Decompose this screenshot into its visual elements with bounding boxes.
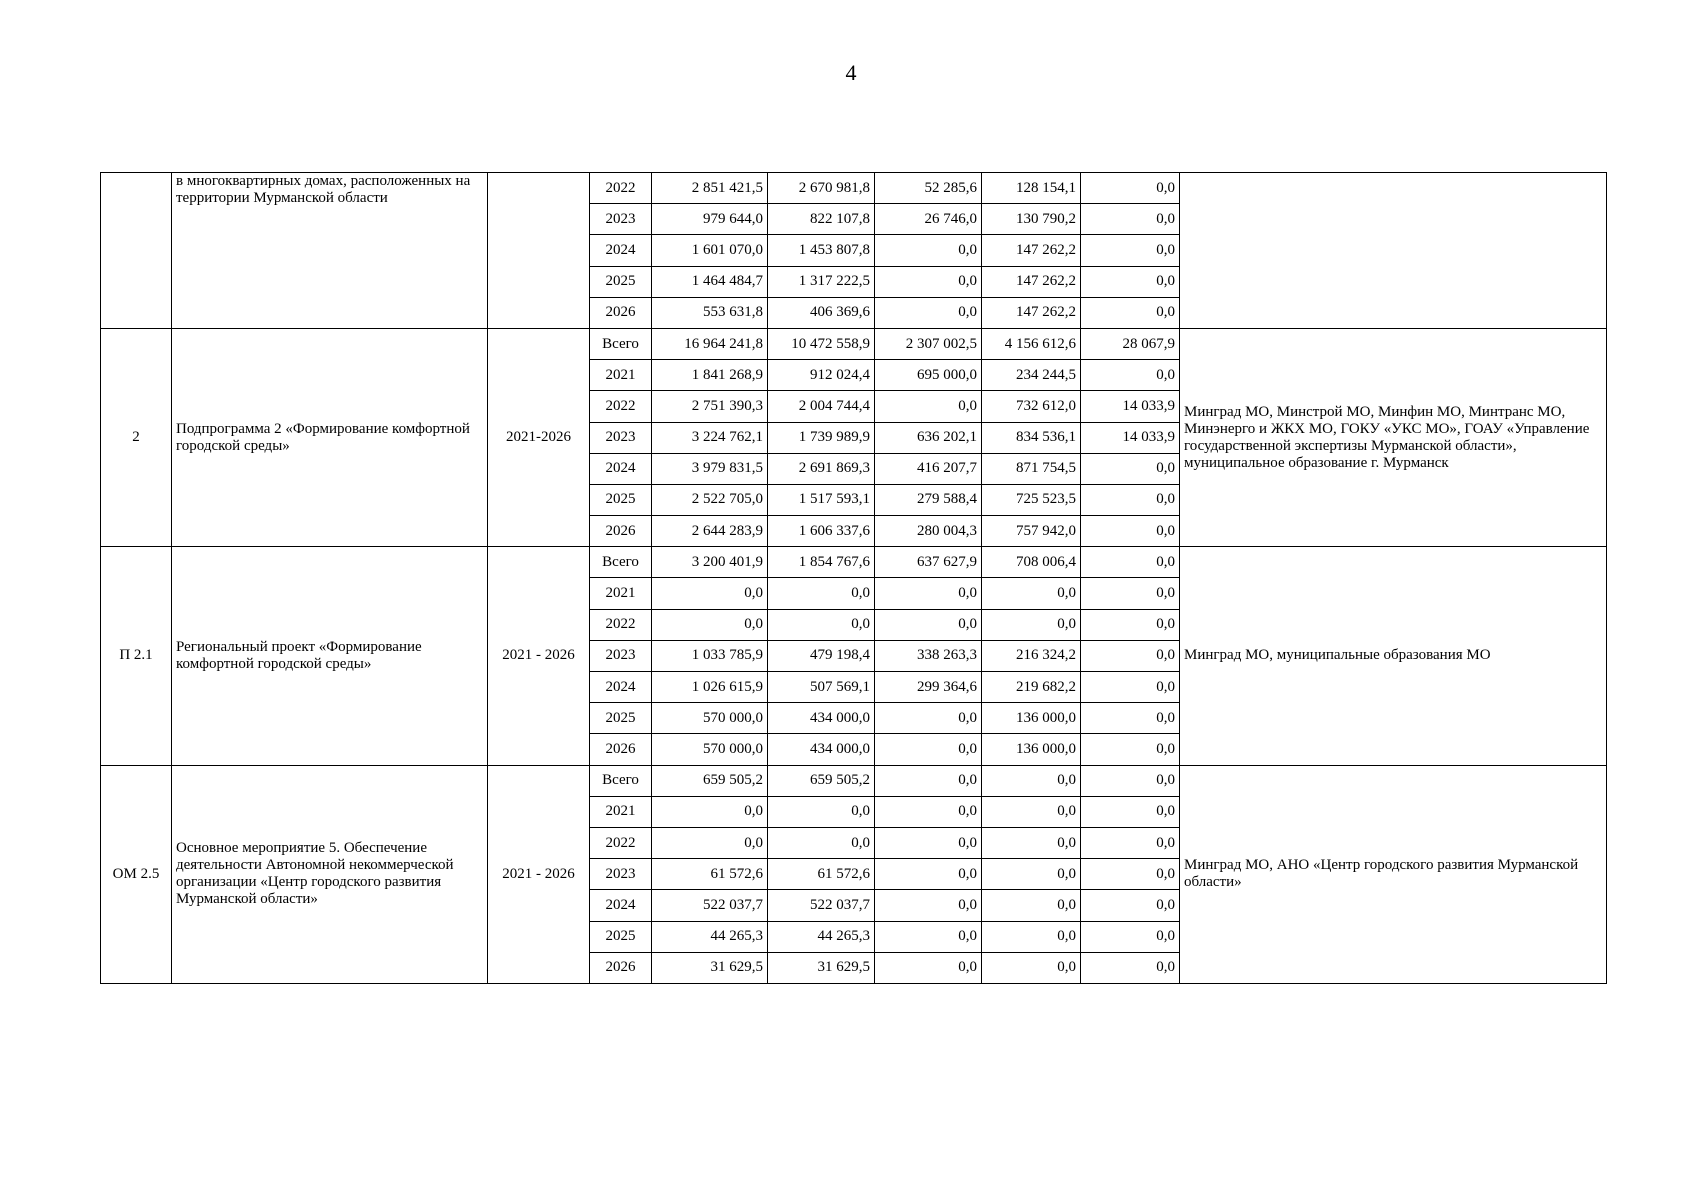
year-cell: 2025 — [590, 484, 652, 515]
year-cell: 2025 — [590, 921, 652, 952]
amount-cell: 0,0 — [1081, 796, 1180, 827]
amount-cell: 522 037,7 — [768, 890, 875, 921]
amount-cell: 299 364,6 — [875, 672, 982, 703]
amount-cell: 61 572,6 — [652, 859, 768, 890]
amount-cell: 0,0 — [1081, 703, 1180, 734]
year-cell: 2023 — [590, 422, 652, 453]
section-code: П 2.1 — [101, 547, 172, 765]
section-code: ОМ 2.5 — [101, 765, 172, 983]
year-cell: 2025 — [590, 703, 652, 734]
amount-cell: 0,0 — [875, 297, 982, 328]
year-cell: 2024 — [590, 235, 652, 266]
amount-cell: 0,0 — [1081, 890, 1180, 921]
budget-table — [100, 172, 1607, 984]
amount-cell: 0,0 — [875, 235, 982, 266]
amount-cell: 732 612,0 — [982, 391, 1081, 422]
amount-cell: 2 751 390,3 — [652, 391, 768, 422]
amount-cell: 1 854 767,6 — [768, 547, 875, 578]
amount-cell: 0,0 — [1081, 453, 1180, 484]
amount-cell: 725 523,5 — [982, 484, 1081, 515]
amount-cell: 1 453 807,8 — [768, 235, 875, 266]
table-row — [101, 328, 1607, 359]
section-code: 2 — [101, 328, 172, 546]
section-executors — [1180, 173, 1607, 329]
budget-table-body — [101, 173, 1607, 984]
amount-cell: 0,0 — [1081, 360, 1180, 391]
amount-cell: 147 262,2 — [982, 235, 1081, 266]
amount-cell: 406 369,6 — [768, 297, 875, 328]
table-row — [101, 173, 1607, 204]
amount-cell: 522 037,7 — [652, 890, 768, 921]
amount-cell: 0,0 — [982, 578, 1081, 609]
amount-cell: 0,0 — [875, 578, 982, 609]
amount-cell: 1 517 593,1 — [768, 484, 875, 515]
amount-cell: 708 006,4 — [982, 547, 1081, 578]
year-cell: 2021 — [590, 578, 652, 609]
amount-cell: 0,0 — [1081, 827, 1180, 858]
amount-cell: 507 569,1 — [768, 672, 875, 703]
year-cell: 2026 — [590, 516, 652, 547]
amount-cell: 234 244,5 — [982, 360, 1081, 391]
amount-cell: 0,0 — [875, 952, 982, 983]
amount-cell: 0,0 — [875, 765, 982, 796]
year-cell: 2026 — [590, 952, 652, 983]
year-cell: 2024 — [590, 890, 652, 921]
amount-cell: 1 317 222,5 — [768, 266, 875, 297]
year-cell: 2022 — [590, 609, 652, 640]
amount-cell: 912 024,4 — [768, 360, 875, 391]
amount-cell: 416 207,7 — [875, 453, 982, 484]
amount-cell: 0,0 — [982, 765, 1081, 796]
amount-cell: 0,0 — [1081, 859, 1180, 890]
year-cell: 2022 — [590, 391, 652, 422]
amount-cell: 434 000,0 — [768, 734, 875, 765]
year-cell: 2023 — [590, 640, 652, 671]
amount-cell: 2 670 981,8 — [768, 173, 875, 204]
amount-cell: 14 033,9 — [1081, 391, 1180, 422]
year-cell: 2026 — [590, 297, 652, 328]
year-cell: 2025 — [590, 266, 652, 297]
amount-cell: 136 000,0 — [982, 703, 1081, 734]
year-cell: 2026 — [590, 734, 652, 765]
amount-cell: 0,0 — [768, 827, 875, 858]
section-name: Региональный проект «Формирование комфортной городской среды» — [172, 547, 488, 765]
amount-cell: 0,0 — [1081, 484, 1180, 515]
amount-cell: 44 265,3 — [768, 921, 875, 952]
year-cell: 2022 — [590, 173, 652, 204]
year-cell: 2021 — [590, 796, 652, 827]
amount-cell: 0,0 — [1081, 765, 1180, 796]
amount-cell: 0,0 — [982, 796, 1081, 827]
amount-cell: 147 262,2 — [982, 297, 1081, 328]
amount-cell: 0,0 — [1081, 266, 1180, 297]
amount-cell: 0,0 — [1081, 921, 1180, 952]
amount-cell: 31 629,5 — [652, 952, 768, 983]
section-executors: Минград МО, Минстрой МО, Минфин МО, Минтранс МО, Минэнерго и ЖКХ МО, ГОКУ «УКС МО», ГОАУ «Управление государственной экспертизы Мурманской области», муниципальное образование г. Мурманск — [1180, 328, 1607, 546]
amount-cell: 0,0 — [875, 703, 982, 734]
year-cell: 2022 — [590, 827, 652, 858]
amount-cell: 128 154,1 — [982, 173, 1081, 204]
amount-cell: 0,0 — [982, 890, 1081, 921]
amount-cell: 0,0 — [982, 921, 1081, 952]
year-cell: 2021 — [590, 360, 652, 391]
amount-cell: 0,0 — [768, 609, 875, 640]
amount-cell: 0,0 — [982, 952, 1081, 983]
amount-cell: 757 942,0 — [982, 516, 1081, 547]
amount-cell: 0,0 — [1081, 204, 1180, 235]
amount-cell: 0,0 — [1081, 640, 1180, 671]
amount-cell: 0,0 — [875, 921, 982, 952]
section-period: 2021 - 2026 — [488, 765, 590, 983]
amount-cell: 871 754,5 — [982, 453, 1081, 484]
amount-cell: 0,0 — [1081, 297, 1180, 328]
amount-cell: 1 606 337,6 — [768, 516, 875, 547]
amount-cell: 0,0 — [875, 827, 982, 858]
amount-cell: 0,0 — [982, 609, 1081, 640]
amount-cell: 0,0 — [768, 578, 875, 609]
amount-cell: 0,0 — [875, 266, 982, 297]
year-cell: 2023 — [590, 859, 652, 890]
amount-cell: 570 000,0 — [652, 703, 768, 734]
amount-cell: 0,0 — [1081, 734, 1180, 765]
amount-cell: 0,0 — [1081, 547, 1180, 578]
amount-cell: 136 000,0 — [982, 734, 1081, 765]
amount-cell: 0,0 — [652, 609, 768, 640]
section-name: Подпрограмма 2 «Формирование комфортной городской среды» — [172, 328, 488, 546]
year-cell: 2024 — [590, 453, 652, 484]
amount-cell: 147 262,2 — [982, 266, 1081, 297]
amount-cell: 28 067,9 — [1081, 328, 1180, 359]
amount-cell: 1 601 070,0 — [652, 235, 768, 266]
amount-cell: 338 263,3 — [875, 640, 982, 671]
amount-cell: 52 285,6 — [875, 173, 982, 204]
amount-cell: 659 505,2 — [652, 765, 768, 796]
amount-cell: 0,0 — [875, 734, 982, 765]
amount-cell: 130 790,2 — [982, 204, 1081, 235]
amount-cell: 1 739 989,9 — [768, 422, 875, 453]
amount-cell: 0,0 — [652, 796, 768, 827]
amount-cell: 434 000,0 — [768, 703, 875, 734]
amount-cell: 0,0 — [875, 391, 982, 422]
table-row — [101, 765, 1607, 796]
amount-cell: 0,0 — [768, 796, 875, 827]
section-name: Основное мероприятие 5. Обеспечение деятельности Автономной некоммерческой организации «Центр городского развития Мурманской области» — [172, 765, 488, 983]
amount-cell: 3 200 401,9 — [652, 547, 768, 578]
amount-cell: 26 746,0 — [875, 204, 982, 235]
amount-cell: 0,0 — [652, 827, 768, 858]
year-cell: Всего — [590, 765, 652, 796]
amount-cell: 44 265,3 — [652, 921, 768, 952]
amount-cell: 553 631,8 — [652, 297, 768, 328]
amount-cell: 570 000,0 — [652, 734, 768, 765]
year-cell: 2024 — [590, 672, 652, 703]
amount-cell: 0,0 — [875, 796, 982, 827]
section-executors: Минград МО, муниципальные образования МО — [1180, 547, 1607, 765]
amount-cell: 61 572,6 — [768, 859, 875, 890]
amount-cell: 0,0 — [1081, 173, 1180, 204]
amount-cell: 0,0 — [1081, 578, 1180, 609]
amount-cell: 279 588,4 — [875, 484, 982, 515]
amount-cell: 822 107,8 — [768, 204, 875, 235]
year-cell: Всего — [590, 328, 652, 359]
amount-cell: 2 851 421,5 — [652, 173, 768, 204]
amount-cell: 0,0 — [1081, 952, 1180, 983]
amount-cell: 1 464 484,7 — [652, 266, 768, 297]
page-number: 4 — [845, 60, 857, 85]
amount-cell: 1 841 268,9 — [652, 360, 768, 391]
amount-cell: 0,0 — [1081, 672, 1180, 703]
table-row — [101, 547, 1607, 578]
amount-cell: 0,0 — [1081, 609, 1180, 640]
amount-cell: 3 979 831,5 — [652, 453, 768, 484]
section-executors: Минград МО, АНО «Центр городского развития Мурманской области» — [1180, 765, 1607, 983]
amount-cell: 4 156 612,6 — [982, 328, 1081, 359]
amount-cell: 0,0 — [875, 890, 982, 921]
year-cell: 2023 — [590, 204, 652, 235]
section-period — [488, 173, 590, 329]
amount-cell: 637 627,9 — [875, 547, 982, 578]
amount-cell: 0,0 — [1081, 235, 1180, 266]
amount-cell: 0,0 — [652, 578, 768, 609]
amount-cell: 10 472 558,9 — [768, 328, 875, 359]
section-name: в многоквартирных домах, расположенных на территории Мурманской области — [172, 173, 488, 329]
amount-cell: 695 000,0 — [875, 360, 982, 391]
amount-cell: 479 198,4 — [768, 640, 875, 671]
amount-cell: 3 224 762,1 — [652, 422, 768, 453]
amount-cell: 2 644 283,9 — [652, 516, 768, 547]
amount-cell: 2 004 744,4 — [768, 391, 875, 422]
amount-cell: 636 202,1 — [875, 422, 982, 453]
year-cell: Всего — [590, 547, 652, 578]
amount-cell: 2 522 705,0 — [652, 484, 768, 515]
amount-cell: 1 033 785,9 — [652, 640, 768, 671]
amount-cell: 280 004,3 — [875, 516, 982, 547]
amount-cell: 16 964 241,8 — [652, 328, 768, 359]
amount-cell: 2 691 869,3 — [768, 453, 875, 484]
amount-cell: 0,0 — [982, 827, 1081, 858]
amount-cell: 659 505,2 — [768, 765, 875, 796]
amount-cell: 14 033,9 — [1081, 422, 1180, 453]
amount-cell: 2 307 002,5 — [875, 328, 982, 359]
amount-cell: 0,0 — [982, 859, 1081, 890]
section-period: 2021-2026 — [488, 328, 590, 546]
amount-cell: 834 536,1 — [982, 422, 1081, 453]
amount-cell: 219 682,2 — [982, 672, 1081, 703]
amount-cell: 216 324,2 — [982, 640, 1081, 671]
section-period: 2021 - 2026 — [488, 547, 590, 765]
amount-cell: 0,0 — [875, 609, 982, 640]
section-code — [101, 173, 172, 329]
amount-cell: 0,0 — [1081, 516, 1180, 547]
amount-cell: 0,0 — [875, 859, 982, 890]
amount-cell: 979 644,0 — [652, 204, 768, 235]
amount-cell: 31 629,5 — [768, 952, 875, 983]
amount-cell: 1 026 615,9 — [652, 672, 768, 703]
